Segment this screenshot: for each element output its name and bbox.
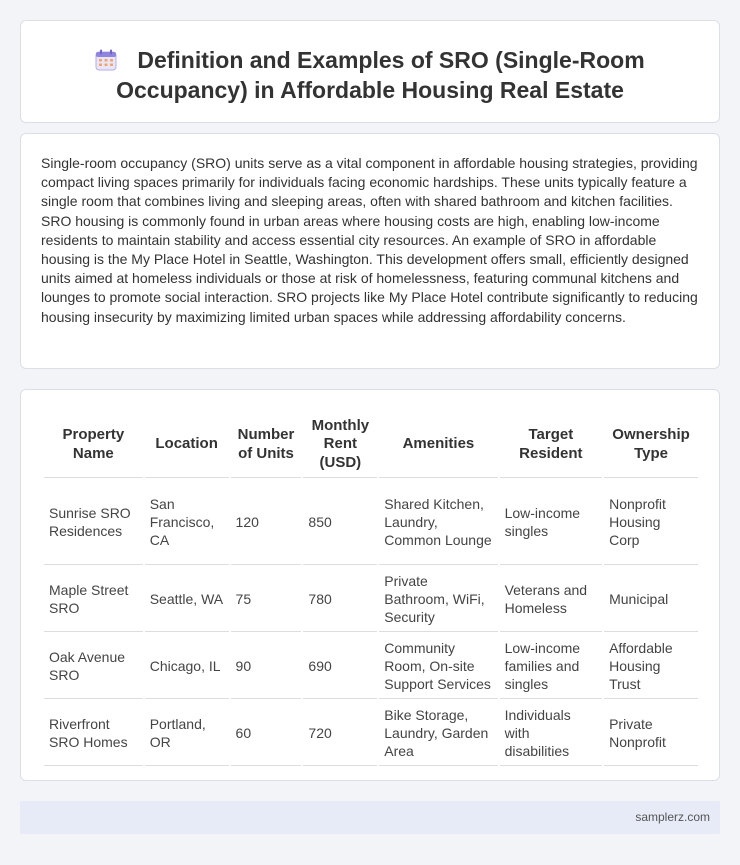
table-card [20, 389, 720, 781]
calendar-icon [95, 49, 117, 71]
page-title [61, 21, 679, 105]
column-header: Monthly Rent (USD) [303, 412, 377, 478]
table-cell: 120 [231, 480, 302, 565]
table-cell: Chicago, IL [145, 634, 229, 699]
footer [20, 801, 720, 834]
table-cell: Sunrise SRO Residences [44, 480, 143, 565]
table-cell: Seattle, WA [145, 567, 229, 632]
table-cell: Community Room, On-site Support Services [379, 634, 497, 699]
table-cell: 690 [303, 634, 377, 699]
column-header: Amenities [379, 412, 497, 478]
table-cell: Affordable Housing Trust [604, 634, 698, 699]
column-header: Location [145, 412, 229, 478]
column-header: Ownership Type [604, 412, 698, 478]
table-cell: Private Bathroom, WiFi, Security [379, 567, 497, 632]
page-title-text: Definition and Examples of SRO (Single-Room Occupancy) in Affordable Housing Real Estate [116, 47, 645, 103]
table-cell: Bike Storage, Laundry, Garden Area [379, 701, 497, 766]
table-cell: Private Nonprofit [604, 701, 698, 766]
table-cell: Maple Street SRO [44, 567, 143, 632]
table-cell: 720 [303, 701, 377, 766]
column-header: Target Resident [500, 412, 603, 478]
table-row [44, 634, 698, 699]
column-header: Property Name [44, 412, 143, 478]
table-cell: Low-income singles [500, 480, 603, 565]
table-cell: 90 [231, 634, 302, 699]
table-cell: 60 [231, 701, 302, 766]
table-cell: Low-income families and singles [500, 634, 603, 699]
table-cell: Portland, OR [145, 701, 229, 766]
table-cell: Shared Kitchen, Laundry, Common Lounge [379, 480, 497, 565]
title-card [20, 20, 720, 123]
table-cell: 75 [231, 567, 302, 632]
table-cell: Individuals with disabilities [500, 701, 603, 766]
table-cell: Riverfront SRO Homes [44, 701, 143, 766]
table-row [44, 567, 698, 632]
footer-site-link[interactable]: samplerz.com [635, 810, 710, 824]
description-card [20, 133, 720, 369]
table-cell: Nonprofit Housing Corp [604, 480, 698, 565]
table-cell: Veterans and Homeless [500, 567, 603, 632]
table-cell: 780 [303, 567, 377, 632]
table-row [44, 480, 698, 565]
table-cell: San Francisco, CA [145, 480, 229, 565]
table-header-row [44, 412, 698, 478]
sro-table [42, 410, 700, 768]
table-cell: 850 [303, 480, 377, 565]
table-row [44, 701, 698, 766]
table-cell: Municipal [604, 567, 698, 632]
description-text: Single-room occupancy (SRO) units serve as a vital component in affordable housing strategies, providing compact living spaces primarily for individuals facing economic hardships. These units typically feature a single room that combines living and sleeping areas, often with shared bathroom and kitchen facilities. SRO housing is commonly found in urban areas where housing costs are high, enabling low-income residents to maintain stability and access essential city resources. An example of SRO in affordable housing is the My Place Hotel in Seattle, Washington. This development offers small, efficiently designed units aimed at homeless individuals or those at risk of homelessness, featuring communal kitchens and lounges to promote social interaction. SRO projects like My Place Hotel contribute significantly to reducing housing insecurity by maximizing limited urban spaces while addressing affordability concerns. [41, 155, 698, 325]
column-header: Number of Units [231, 412, 302, 478]
table-cell: Oak Avenue SRO [44, 634, 143, 699]
